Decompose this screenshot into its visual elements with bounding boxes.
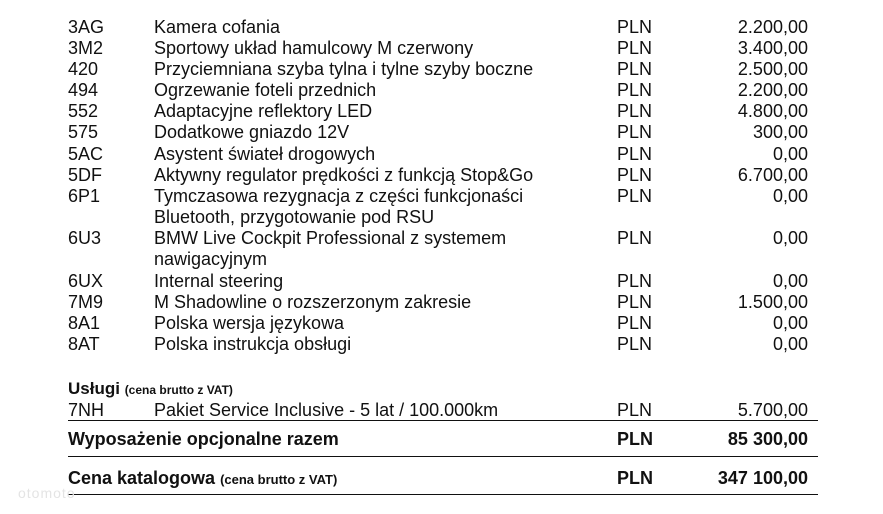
catalog-price-currency: PLN [617,468,653,488]
option-currency: PLN [617,228,653,248]
option-description: Przyciemniana szyba tylna i tylne szyby boczne [154,59,534,79]
divider [68,456,818,457]
service-amount: 5.700,00 [737,400,808,420]
option-code: 6UX [68,271,104,291]
catalog-price-label-wrap [68,467,337,491]
services-heading-note: (cena brutto z VAT) [124,383,233,397]
option-amount: 300,00 [752,122,808,142]
option-currency: PLN [617,59,653,79]
option-code: 420 [68,59,99,79]
option-code: 8A1 [68,313,101,333]
option-description: Tymczasowa rezygnacja z części funkcjonaści [154,186,524,206]
option-description: Dodatkowe gniazdo 12V [154,122,350,142]
option-code: 6P1 [68,186,101,206]
option-code: 552 [68,101,99,121]
option-description: Internal steering [154,271,284,291]
option-currency: PLN [617,101,653,121]
option-currency: PLN [617,271,653,291]
catalog-price-label: Cena katalogowa [68,468,216,488]
option-amount: 2.500,00 [737,59,808,79]
option-currency: PLN [617,17,653,37]
option-description: Sportowy układ hamulcowy M czerwony [154,38,474,58]
options-total-label: Wyposażenie opcjonalne razem [68,429,339,449]
option-description: M Shadowline o rozszerzonym zakresie [154,292,472,312]
option-amount: 1.500,00 [737,292,808,312]
option-currency: PLN [617,186,653,206]
option-amount: 0,00 [772,334,808,354]
catalog-price-note: (cena brutto z VAT) [220,472,338,487]
option-description: Ogrzewanie foteli przednich [154,80,377,100]
option-currency: PLN [617,334,653,354]
option-amount: 0,00 [772,186,808,206]
option-code: 7M9 [68,292,104,312]
option-amount: 6.700,00 [737,165,808,185]
option-description: Kamera cofania [154,17,281,37]
service-description: Pakiet Service Inclusive - 5 lat / 100.000km [154,400,499,420]
option-currency: PLN [617,38,653,58]
option-code: 575 [68,122,99,142]
option-code: 8AT [68,334,100,354]
option-amount: 0,00 [772,228,808,248]
services-heading-title: Usługi [68,379,120,398]
watermark: otomoto [18,485,76,501]
option-code: 494 [68,80,99,100]
option-amount: 3.400,00 [737,38,808,58]
option-description: Polska instrukcja obsługi [154,334,352,354]
option-amount: 2.200,00 [737,80,808,100]
option-amount: 2.200,00 [737,17,808,37]
option-description-line2: Bluetooth, przygotowanie pod RSU [154,207,435,227]
option-amount: 0,00 [772,313,808,333]
catalog-price-amount: 347 100,00 [717,468,808,488]
option-code: 5AC [68,144,104,164]
option-currency: PLN [617,122,653,142]
options-total-currency: PLN [617,429,653,449]
options-total-amount: 85 300,00 [727,429,808,449]
option-currency: PLN [617,144,653,164]
service-currency: PLN [617,400,653,420]
option-description: Adaptacyjne reflektory LED [154,101,373,121]
option-description: Aktywny regulator prędkości z funkcją Stop&Go [154,165,534,185]
option-code: 3AG [68,17,105,37]
option-code: 3M2 [68,38,104,58]
option-description: Asystent świateł drogowych [154,144,376,164]
option-currency: PLN [617,292,653,312]
option-amount: 0,00 [772,144,808,164]
option-description: Polska wersja językowa [154,313,345,333]
option-currency: PLN [617,165,653,185]
service-code: 7NH [68,400,105,420]
option-code: 5DF [68,165,103,185]
divider [68,420,818,421]
option-currency: PLN [617,313,653,333]
option-currency: PLN [617,80,653,100]
divider [68,494,818,495]
option-code: 6U3 [68,228,102,248]
option-description: BMW Live Cockpit Professional z systemem [154,228,507,248]
services-heading [68,379,233,399]
option-description-line2: nawigacyjnym [154,249,268,269]
option-amount: 0,00 [772,271,808,291]
option-amount: 4.800,00 [737,101,808,121]
